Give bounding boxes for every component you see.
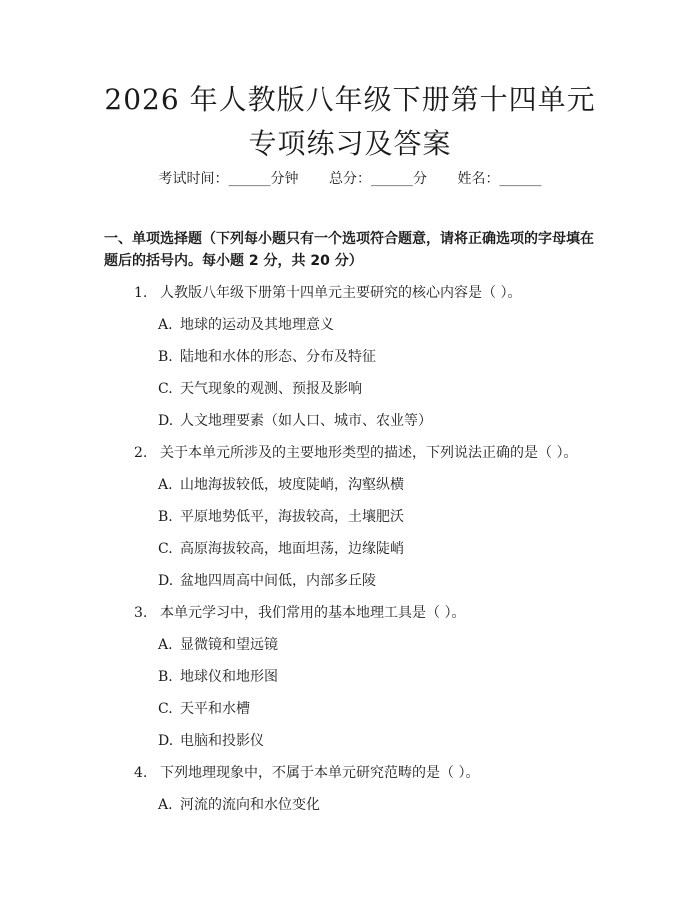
option-text: 高原海拔较高，地面坦荡，边缘陡峭	[180, 541, 404, 557]
option-text: 人文地理要素（如人口、城市、农业等）	[180, 413, 432, 429]
option-text: 地球仪和地形图	[180, 669, 278, 685]
option-letter: A.	[158, 317, 173, 333]
exam-info	[0, 168, 700, 188]
question-text: 人教版八年级下册第十四单元主要研究的核心内容是（ ）。	[160, 285, 522, 301]
student-name-field: 姓名：______	[457, 171, 542, 187]
option-letter: B.	[158, 349, 173, 365]
option-3c	[158, 698, 250, 718]
option-text: 天平和水槽	[180, 701, 250, 717]
option-letter: D.	[158, 733, 174, 749]
option-letter: B.	[158, 669, 173, 685]
option-text: 河流的流向和水位变化	[180, 797, 320, 813]
question-number: 1.	[134, 285, 148, 301]
option-letter: A.	[158, 477, 173, 493]
option-letter: A.	[158, 637, 173, 653]
option-3b	[158, 666, 278, 686]
question-text: 关于本单元所涉及的主要地形类型的描述，下列说法正确的是（ ）。	[160, 445, 578, 461]
option-letter: C.	[158, 381, 173, 397]
question-number: 2.	[134, 445, 148, 461]
option-letter: D.	[158, 573, 174, 589]
option-1a	[158, 314, 334, 334]
option-letter: B.	[158, 509, 173, 525]
option-1d	[158, 410, 432, 430]
option-letter: C.	[158, 541, 173, 557]
option-text: 电脑和投影仪	[180, 733, 264, 749]
question-3	[134, 602, 465, 622]
option-3d	[158, 730, 264, 750]
exam-time-field: 考试时间：______分钟	[158, 171, 299, 187]
total-score-field: 总分：______分	[329, 171, 427, 187]
option-3a	[158, 634, 278, 654]
question-text: 本单元学习中，我们常用的基本地理工具是（ ）。	[160, 605, 466, 621]
option-text: 平原地势低平，海拔较高，土壤肥沃	[180, 509, 404, 525]
option-1b	[158, 346, 376, 366]
question-number: 4.	[134, 765, 148, 781]
option-text: 显微镜和望远镜	[180, 637, 278, 653]
option-text: 盆地四周高中间低，内部多丘陵	[180, 573, 376, 589]
option-letter: D.	[158, 413, 174, 429]
option-2d	[158, 570, 376, 590]
option-text: 地球的运动及其地理意义	[180, 317, 334, 333]
question-4	[134, 762, 479, 782]
option-text: 天气现象的观测、预报及影响	[180, 381, 362, 397]
option-letter: C.	[158, 701, 173, 717]
question-text: 下列地理现象中，不属于本单元研究范畴的是（ ）。	[160, 765, 480, 781]
question-1	[134, 282, 521, 302]
question-number: 3.	[134, 605, 148, 621]
option-letter: A.	[158, 797, 173, 813]
option-2b	[158, 506, 404, 526]
option-2c	[158, 538, 404, 558]
question-2	[134, 442, 577, 462]
option-1c	[158, 378, 362, 398]
option-text: 陆地和水体的形态、分布及特征	[180, 349, 376, 365]
section-heading: 一、单项选择题（下列每小题只有一个选项符合题意，请将正确选项的字母填在题后的括号内。每小题 2 分，共 20 分）	[104, 231, 594, 269]
option-2a	[158, 474, 404, 494]
option-4a	[158, 794, 320, 814]
option-text: 山地海拔较低，坡度陡峭，沟壑纵横	[180, 477, 404, 493]
page-title: 2026 年人教版八年级下册第十四单元专项练习及答案	[104, 83, 596, 160]
